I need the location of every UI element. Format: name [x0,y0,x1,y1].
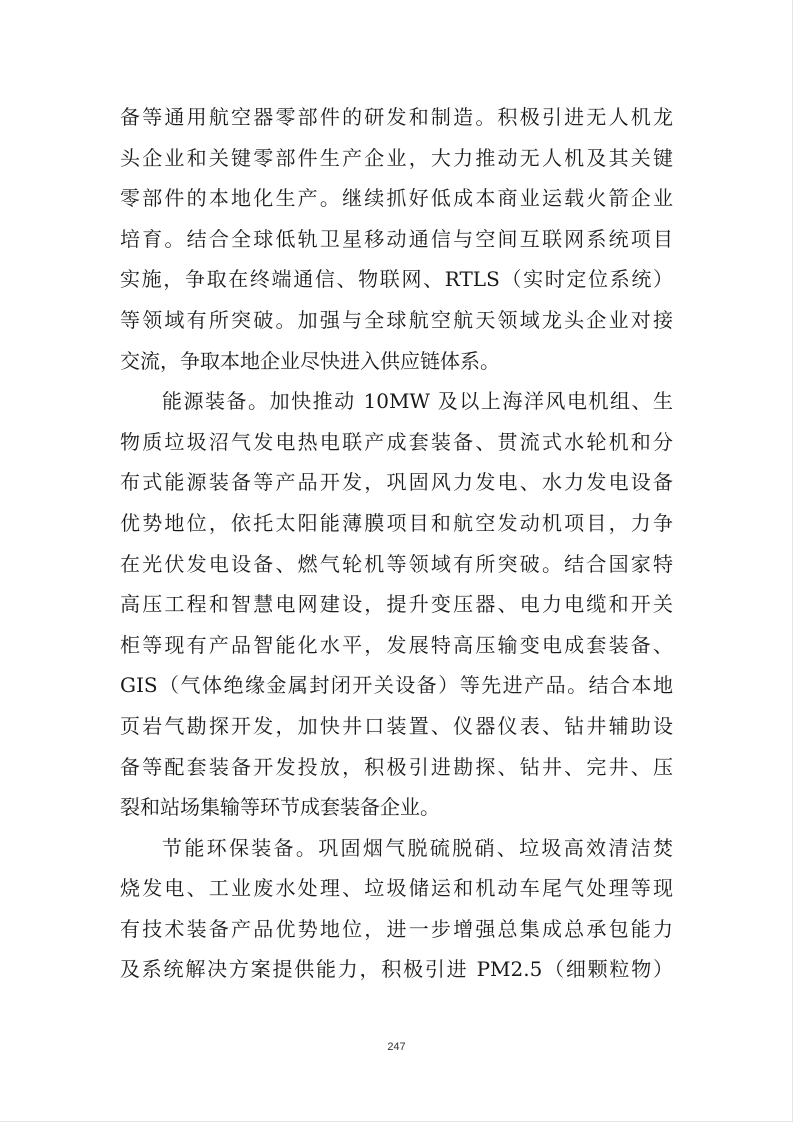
text-line: 烧发电、工业废水处理、垃圾储运和机动车尾气处理等现 [120,876,673,901]
text-line: 实施，争取在终端通信、物联网、RTLS（实时定位系统） [120,267,673,292]
text-line: 裂和站场集输等环节成套装备企业。 [120,795,440,820]
text-line: 交流，争取本地企业尽快进入供应链体系。 [120,348,500,373]
text-line: 物质垃圾沼气发电热电联产成套装备、贯流式水轮机和分 [120,429,673,454]
text-line: 培育。结合全球低轨卫星移动通信与空间互联网系统项目 [120,226,673,251]
text-line: 在光伏发电设备、燃气轮机等领域有所突破。结合国家特 [120,551,673,576]
text-line: 优势地位，依托太阳能薄膜项目和航空发动机项目，力争 [120,510,673,535]
text-line: 零部件的本地化生产。继续抓好低成本商业运载火箭企业 [120,186,673,211]
text-line: 柜等现有产品智能化水平，发展特高压输变电成套装备、 [120,632,673,657]
page-number: 247 [387,1041,406,1053]
text-line: 高压工程和智慧电网建设，提升变压器、电力电缆和开关 [120,592,673,617]
text-line: 等领域有所突破。加强与全球航空航天领域龙头企业对接 [120,307,673,332]
paragraph-start-energy-saving-equipment: 节能环保装备。巩固烟气脱硫脱硝、垃圾高效清洁焚 [162,835,673,860]
text-line: GIS（气体绝缘金属封闭开关设备）等先进产品。结合本地 [120,673,673,698]
text-line: 布式能源装备等产品开发，巩固风力发电、水力发电设备 [120,470,673,495]
body-text [120,97,673,990]
text-line: 页岩气勘探开发，加快井口装置、仪器仪表、钻井辅助设 [120,713,673,738]
text-line: 备等通用航空器零部件的研发和制造。积极引进无人机龙 [120,105,673,129]
paragraph-start-energy-equipment: 能源装备。加快推动 10MW 及以上海洋风电机组、生 [162,389,673,414]
text-line: 头企业和关键零部件生产企业，大力推动无人机及其关键 [120,145,673,170]
text-line: 有技术装备产品优势地位，进一步增强总集成总承包能力 [120,916,673,941]
text-line: 及系统解决方案提供能力，积极引进 PM2.5（细颗粒物） [120,957,673,982]
text-line: 备等配套装备开发投放，积极引进勘探、钻井、完井、压 [120,754,673,779]
